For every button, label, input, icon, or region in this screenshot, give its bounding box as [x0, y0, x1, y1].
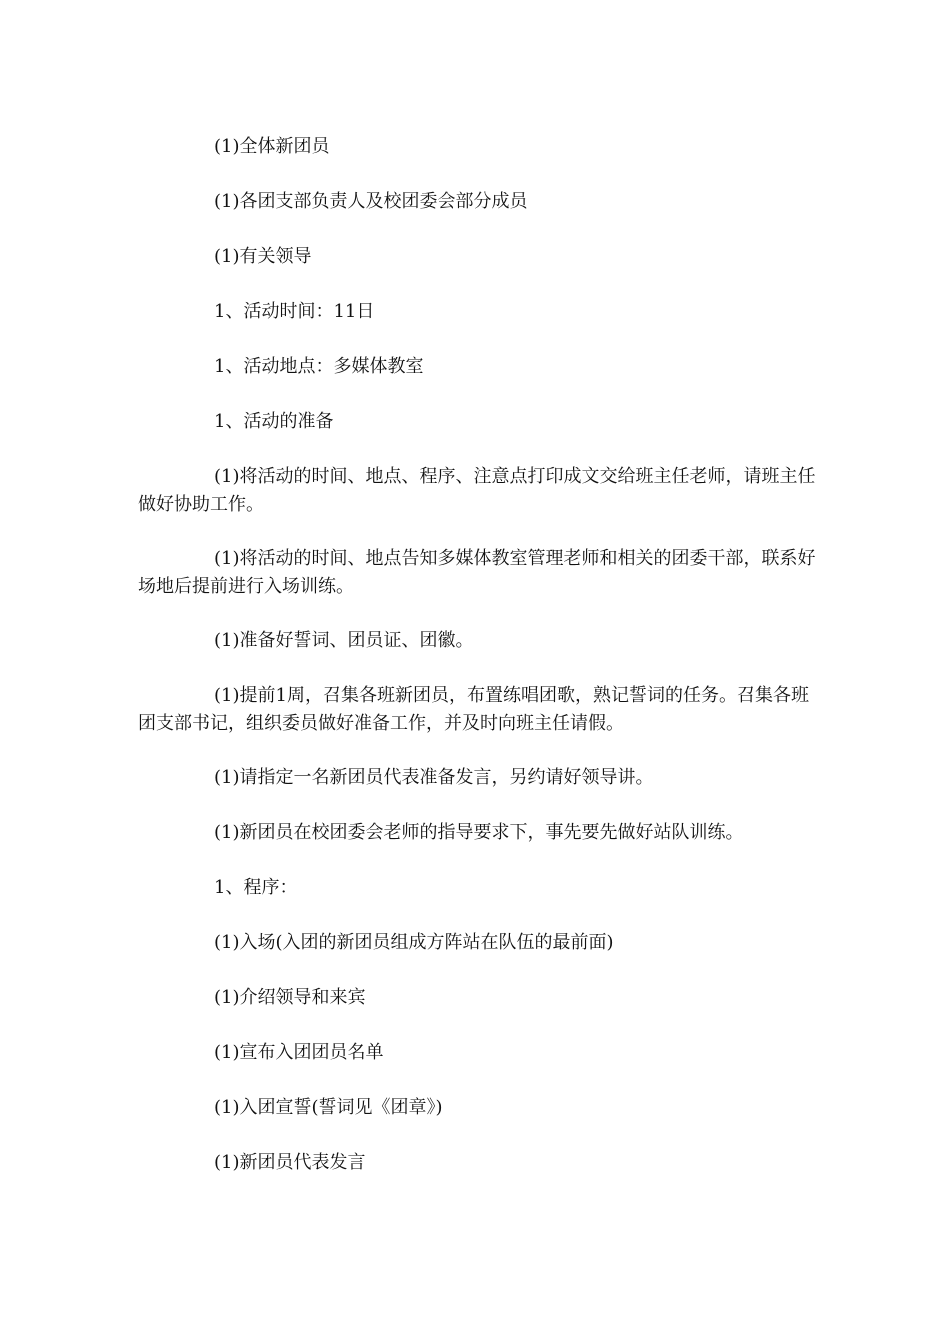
paragraph-program-introduce: (1)介绍领导和来宾 [214, 987, 366, 1008]
paragraph-activity-time: 1、活动时间：11日 [214, 301, 375, 322]
paragraph-prep-items: (1)准备好誓词、团员证、团徽。 [214, 630, 474, 651]
paragraph-program-speech: (1)新团员代表发言 [214, 1152, 366, 1173]
document-body [138, 133, 822, 1204]
paragraph-branch-leaders: (1)各团支部负责人及校团委会部分成员 [214, 191, 528, 212]
paragraph-program-list: (1)宣布入团团员名单 [214, 1042, 384, 1063]
paragraph-prep-notify-teachers: (1)将活动的时间、地点、程序、注意点打印成文交给班主任老师，请班主任做好协助工作。 [138, 466, 816, 515]
paragraph-prep-venue: (1)将活动的时间、地点告知多媒体教室管理老师和相关的团委干部，联系好场地后提前进行入场训练。 [138, 548, 816, 597]
paragraph-prep-speech: (1)请指定一名新团员代表准备发言，另约请好领导讲。 [214, 767, 654, 788]
paragraph-leaders: (1)有关领导 [214, 246, 312, 267]
paragraph-activity-location: 1、活动地点：多媒体教室 [214, 356, 424, 377]
paragraph-new-members: (1)全体新团员 [214, 136, 330, 157]
paragraph-program-entrance: (1)入场(入团的新团员组成方阵站在队伍的最前面) [214, 932, 614, 953]
paragraph-prep-training: (1)新团员在校团委会老师的指导要求下，事先要先做好站队训练。 [214, 822, 744, 843]
paragraph-preparation-heading: 1、活动的准备 [214, 411, 334, 432]
paragraph-program-oath: (1)入团宣誓(誓词见《团章》) [214, 1097, 443, 1118]
paragraph-prep-gather: (1)提前1周，召集各班新团员，布置练唱团歌，熟记誓词的任务。召集各班团支部书记，组织委员做好准备工作，并及时向班主任请假。 [138, 685, 809, 734]
paragraph-program-heading: 1、程序： [214, 877, 298, 898]
